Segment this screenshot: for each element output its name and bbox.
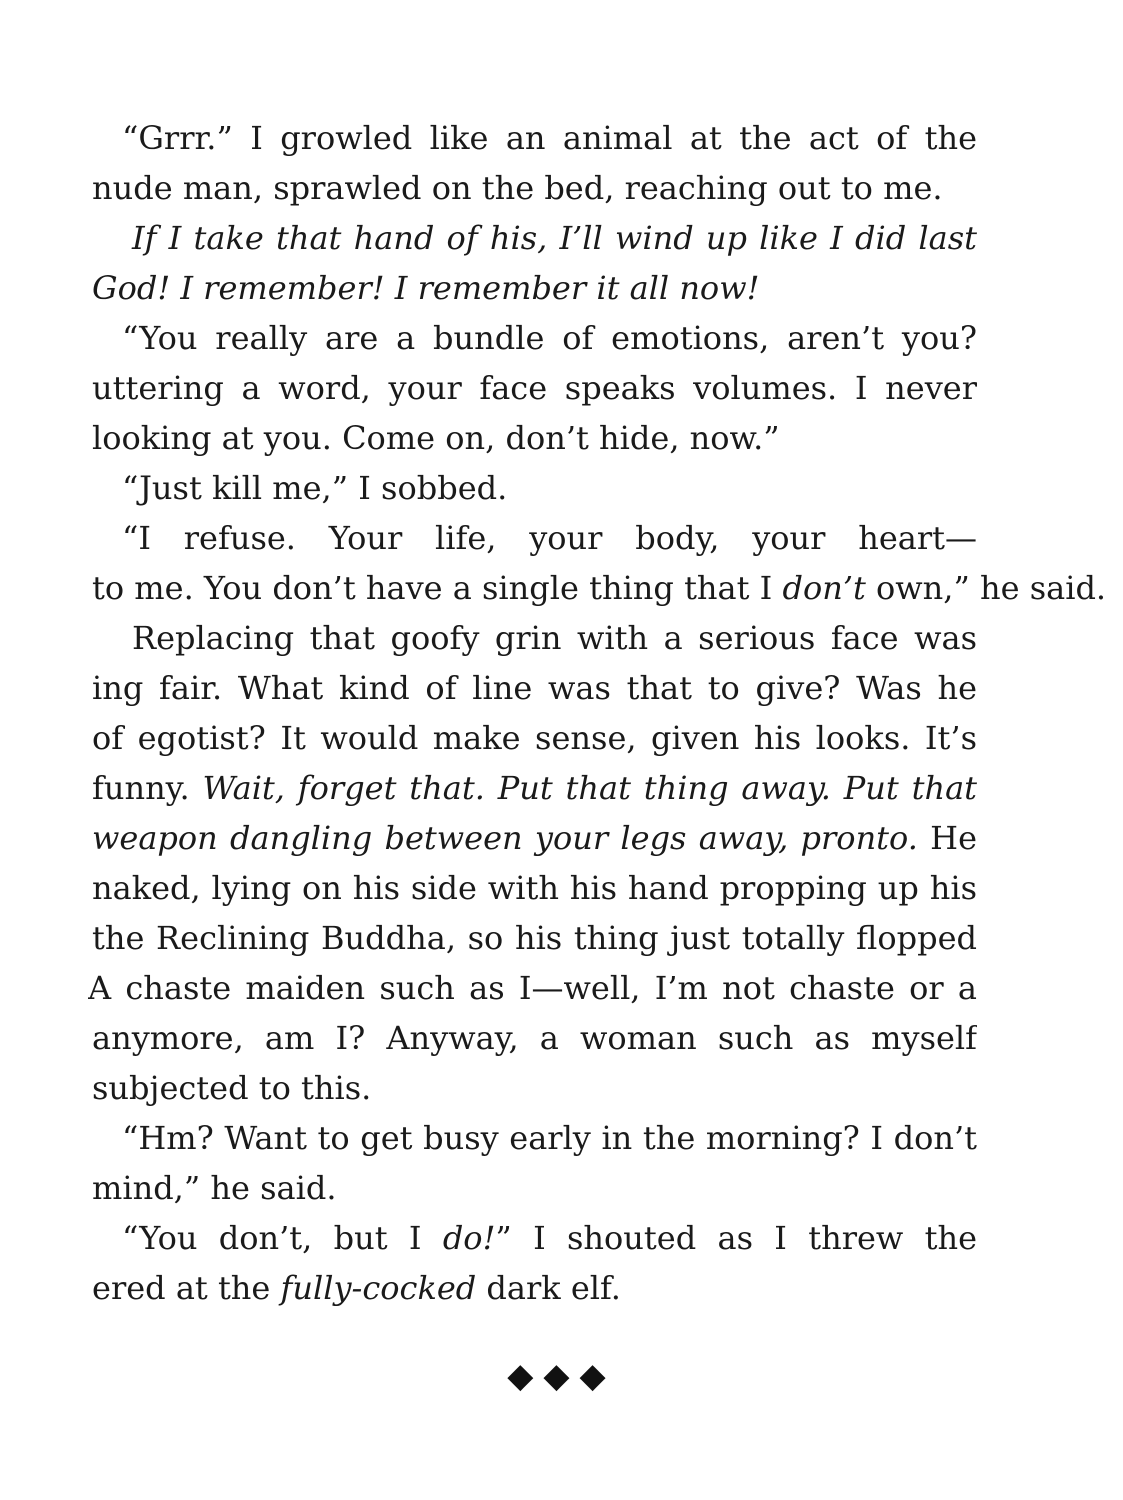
text-line-19: anymore, am I? Anyway, a woman such as myself bbox=[92, 1019, 977, 1057]
text-line-8: “Just kill me,” I sobbed. bbox=[122, 469, 508, 507]
text-line-10 bbox=[92, 563, 1107, 613]
text-line-2: nude man, sprawled on the bed, reaching out to me. bbox=[92, 169, 943, 207]
text-line-1: “Grrr.” I growled like an animal at the act of the bbox=[122, 119, 977, 157]
text-segment: funny. bbox=[92, 769, 203, 807]
text-line-15 bbox=[92, 813, 977, 863]
emphasis-text: Wait, forget that. Put that thing away. Put that bbox=[202, 769, 977, 807]
text-segment: to me. You don’t have a single thing that I bbox=[92, 569, 783, 607]
text-line-11: Replacing that goofy grin with a serious face was bbox=[132, 619, 977, 657]
text-segment: dark elf. bbox=[476, 1269, 621, 1307]
text-line-22: mind,” he said. bbox=[92, 1169, 337, 1207]
book-page-text bbox=[88, 113, 1107, 1313]
text-line-5: “You really are a bundle of emotions, aren’t you? bbox=[122, 319, 977, 357]
text-line-3: If I take that hand of his, I’ll wind up like I did last bbox=[132, 219, 977, 257]
text-line-13: of egotist? It would make sense, given his looks. It’s bbox=[92, 719, 977, 757]
text-line-24 bbox=[92, 1263, 977, 1313]
text-segment: ” I shouted as I threw the bbox=[495, 1219, 977, 1257]
text-segment: He bbox=[930, 819, 977, 857]
text-line-23 bbox=[92, 1213, 977, 1263]
text-line-12: ing fair. What kind of line was that to give? Was he bbox=[92, 669, 977, 707]
text-segment: own,” he said. bbox=[865, 569, 1107, 607]
text-line-20: subjected to this. bbox=[92, 1069, 372, 1107]
emphasis-text: fully-cocked bbox=[280, 1269, 477, 1307]
text-line-7: looking at you. Come on, don’t hide, now.” bbox=[92, 419, 780, 457]
text-line-16: naked, lying on his side with his hand propping up his bbox=[92, 869, 977, 907]
section-break-diamonds-icon: ◆◆◆ bbox=[507, 1356, 616, 1396]
text-line-21: “Hm? Want to get busy early in the morning? I don’t bbox=[122, 1119, 977, 1157]
text-line-17: the Reclining Buddha, so his thing just totally flopped bbox=[92, 919, 977, 957]
text-line-18: A chaste maiden such as I—well, I’m not chaste or a bbox=[88, 969, 977, 1007]
text-segment: “You don’t, but I bbox=[122, 1219, 443, 1257]
emphasis-text: weapon dangling between your legs away, pronto. bbox=[92, 819, 918, 857]
text-segment: ered at the bbox=[92, 1269, 281, 1307]
text-line-14 bbox=[92, 763, 977, 813]
emphasis-text: do! bbox=[442, 1219, 496, 1257]
text-line-6: uttering a word, your face speaks volumes. I never bbox=[92, 369, 977, 407]
text-line-4: God! I remember! I remember it all now! bbox=[92, 269, 760, 307]
emphasis-text: don’t bbox=[782, 569, 866, 607]
text-line-9: “I refuse. Your life, your body, your heart— bbox=[122, 519, 977, 557]
